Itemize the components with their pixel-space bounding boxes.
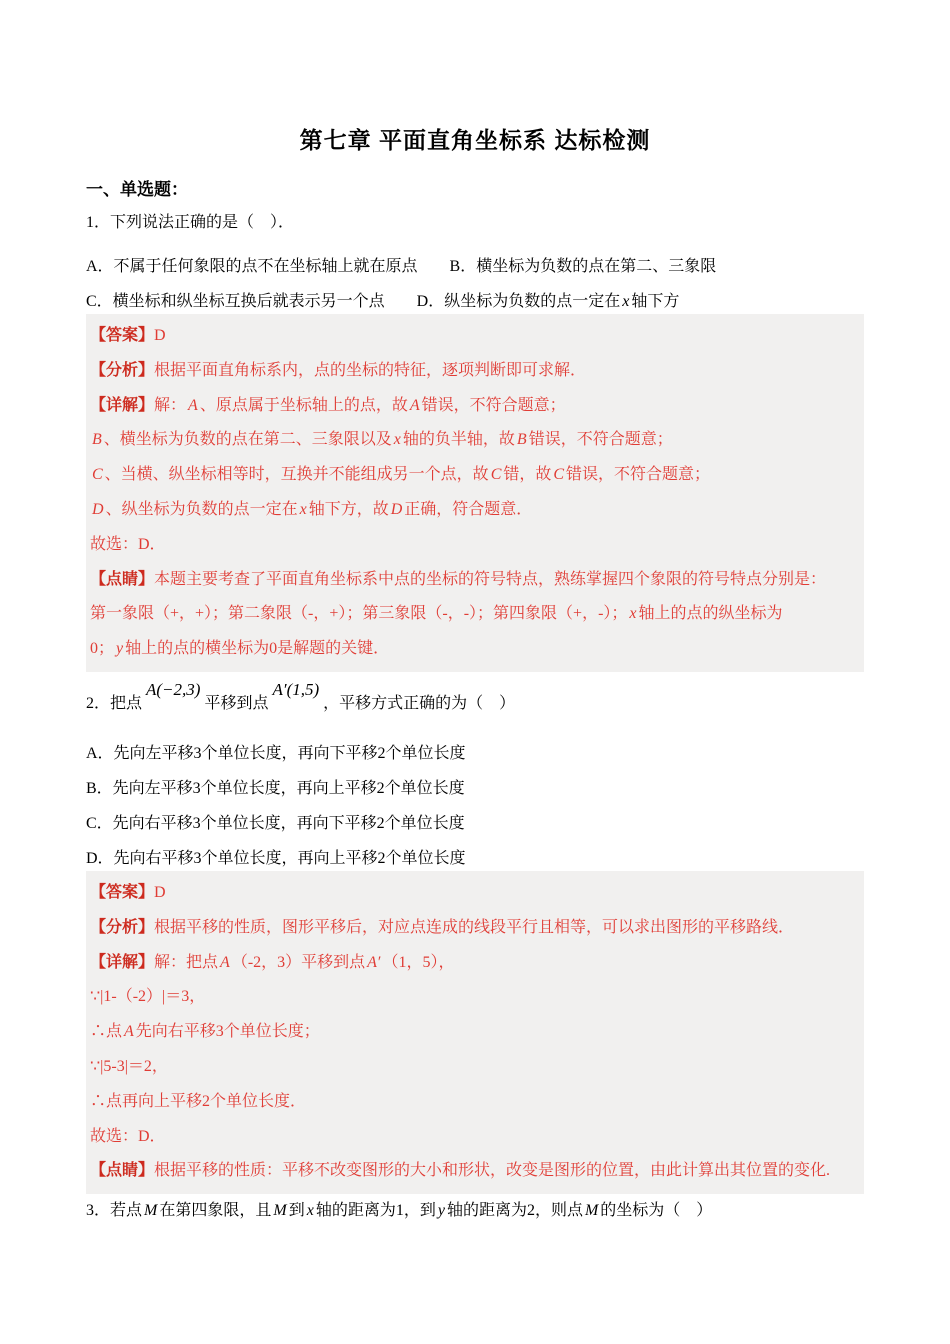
answer-line — [90, 1120, 860, 1155]
answer-line — [90, 946, 860, 981]
text-run: 故选：D． — [90, 1127, 166, 1145]
text-run: B．先向左平移3个单位长度，再向上平移2个单位长度 — [86, 779, 465, 797]
option-row — [86, 776, 864, 802]
text-run: 的坐标为（ ） — [600, 1202, 713, 1220]
text-run: 根据平移的性质，图形平移后，对应点连成的线段平行且相等，可以求出图形的平移路线． — [154, 918, 795, 936]
text-run: 第七章 平面直角坐标系 达标检测 — [299, 127, 651, 153]
answer-line — [90, 528, 860, 563]
text-run: 错，故 — [503, 466, 552, 484]
text-run: ∵|1-（-2）|＝3， — [90, 988, 206, 1006]
option-row — [86, 289, 864, 315]
text-run: 根据平移的性质：平移不改变图形的大小和形状，改变是图形的位置，由此计算出其位置的变化. — [154, 1162, 831, 1180]
answer-line — [90, 319, 860, 354]
text-run: C．横坐标和纵坐标互换后就表示另一个点 D．纵坐标为负数的点一定在 — [86, 293, 621, 310]
text-run: x — [306, 1202, 314, 1220]
text-run: M — [144, 1202, 158, 1220]
text-run: 错误，不符合题意； — [421, 396, 566, 414]
text-run: 轴下方，故 — [308, 500, 389, 518]
text-run: D — [92, 500, 104, 518]
answer-explanation-block — [86, 314, 864, 672]
text-run: M — [273, 1202, 287, 1220]
text-run: 3．若点 — [86, 1202, 143, 1220]
text-run: 轴的距离为2，则点 — [446, 1202, 583, 1220]
math-expression: A(−2,3) — [146, 679, 201, 699]
text-run: A．先向左平移3个单位长度，再向下平移2个单位长度 — [86, 744, 466, 762]
text-run: 轴的负半轴，故 — [402, 431, 515, 449]
option-row — [86, 846, 864, 872]
text-run: A — [124, 1023, 134, 1041]
option-row — [86, 811, 864, 837]
option-row — [86, 741, 864, 767]
text-run: D — [154, 883, 166, 901]
text-run: 一、单选题： — [86, 180, 188, 199]
text-run: B — [516, 431, 527, 449]
text-run: 0； — [90, 640, 115, 658]
text-run: C．先向右平移3个单位长度，再向下平移2个单位长度 — [86, 814, 465, 832]
answer-line — [90, 423, 860, 458]
text-run: D — [154, 327, 166, 344]
option-row — [86, 254, 864, 280]
math-expression: A′(1,5) — [272, 679, 320, 699]
answer-tag: 【答案】 — [90, 327, 155, 344]
text-run: 轴的距离为1，到 — [315, 1202, 436, 1220]
text-run: x — [393, 431, 401, 449]
text-run: ∴点再向上平移2个单位长度． — [90, 1092, 307, 1110]
answer-tag: 【答案】 — [90, 883, 155, 901]
text-run: （-2，3）平移到点 — [231, 953, 366, 971]
answer-line — [90, 1085, 860, 1120]
text-run: ，平移方式正确的为（ ） — [323, 694, 516, 712]
answer-line — [90, 493, 860, 528]
text-run: 、原点属于坐标轴上的点，故 — [199, 396, 408, 414]
text-run: x — [299, 500, 307, 518]
answer-line — [90, 632, 860, 667]
text-run: B — [92, 431, 102, 449]
text-run: x — [622, 293, 630, 310]
text-run: 故选：D． — [90, 535, 166, 553]
text-run: 到 — [288, 1202, 305, 1220]
answer-line — [90, 389, 860, 424]
section-heading — [86, 178, 864, 202]
answer-line — [90, 980, 860, 1015]
text-run: 错误，不符合题意； — [528, 431, 673, 449]
text-run: 平移到点 — [204, 694, 269, 712]
text-run: 错误，不符合题意； — [566, 466, 711, 484]
answer-line — [90, 876, 860, 911]
text-run: C — [490, 466, 502, 484]
text-run: 轴下方 — [631, 293, 680, 310]
text-run: 1．下列说法正确的是（ ）． — [86, 214, 295, 231]
text-run: C — [92, 466, 103, 484]
text-run: D．先向右平移3个单位长度，再向上平移2个单位长度 — [86, 849, 466, 867]
text-run: 、纵坐标为负数的点一定在 — [105, 500, 298, 518]
text-run: C — [553, 466, 565, 484]
text-run: A — [220, 953, 230, 971]
text-run: 、当横、纵坐标相等时，互换并不能组成另一个点，故 — [104, 466, 489, 484]
answer-line — [90, 911, 860, 946]
text-run: x — [629, 605, 637, 623]
answer-tag: 【分析】 — [90, 918, 155, 936]
answer-line — [90, 1050, 860, 1085]
text-run: 解：把点 — [154, 953, 219, 971]
text-run: y — [437, 1202, 445, 1220]
question-text — [86, 679, 864, 725]
answer-tag: 【点睛】 — [90, 1162, 155, 1180]
text-run: 2．把点 — [86, 694, 143, 712]
text-run: ∵|5-3|＝2， — [90, 1057, 168, 1075]
answer-tag: 【详解】 — [90, 396, 155, 414]
text-run: 轴上的点的横坐标为0是解题的关键． — [125, 640, 390, 658]
text-run: （1，5）， — [382, 953, 455, 971]
answer-line — [90, 563, 860, 598]
text-run: 根据平面直角标系内，点的坐标的特征，逐项判断即可求解． — [154, 361, 587, 379]
answer-line — [90, 354, 860, 389]
answer-tag: 【分析】 — [90, 361, 155, 379]
answer-explanation-block — [86, 871, 864, 1194]
answer-tag: 【详解】 — [90, 953, 155, 971]
page-title — [86, 0, 864, 158]
answer-line — [90, 1015, 860, 1050]
text-run: A．不属于任何象限的点不在坐标轴上就在原点 B．横坐标为负数的点在第二、三象限 — [86, 258, 717, 275]
text-run: 轴上的点的纵坐标为 — [638, 605, 783, 623]
text-run: A′ — [367, 953, 381, 971]
question-text — [86, 1198, 864, 1224]
text-run: y — [116, 640, 124, 658]
answer-line — [90, 597, 860, 632]
text-run: 解： — [154, 396, 187, 414]
text-run: M — [584, 1202, 599, 1220]
text-run: 第一象限（+，+）；第二象限（-，+）；第三象限（-，-）；第四象限（+，-）； — [90, 605, 628, 623]
text-run: 正确，符合题意． — [404, 500, 533, 518]
question-text — [86, 210, 864, 236]
text-run: A — [188, 396, 198, 414]
text-run: ∴点 — [90, 1023, 123, 1041]
text-run: A — [409, 396, 420, 414]
text-run: 先向右平移3个单位长度； — [135, 1023, 320, 1041]
text-run: 在第四象限，且 — [159, 1202, 272, 1220]
text-run: D — [390, 500, 403, 518]
text-run: 、横坐标为负数的点在第二、三象限以及 — [103, 431, 392, 449]
text-run: 本题主要考查了平面直角坐标系中点的坐标的符号特点，熟练掌握四个象限的符号特点分别是： — [154, 570, 827, 588]
answer-line — [90, 1154, 860, 1189]
answer-tag: 【点睛】 — [90, 570, 155, 588]
answer-line — [90, 458, 860, 493]
